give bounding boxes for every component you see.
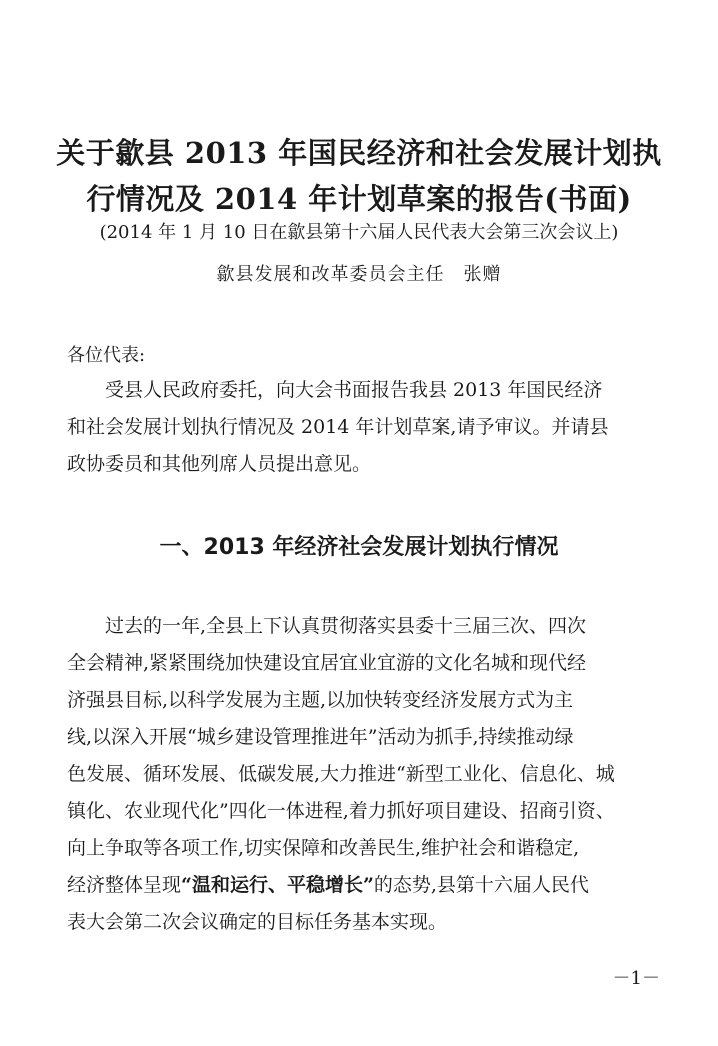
paragraph-line [67,867,652,904]
line-text-after: 的态势,县第十六届人民代 [373,874,589,896]
report-title [40,130,678,222]
paragraph-line: 向上争取等各项工作,切实保障和改善民生,维护社会和谐稳定, [67,837,580,859]
paragraph-line: 线,以深入开展“城乡建设管理推进年”活动为抓手,持续推动绿 [67,726,574,748]
body-paragraph [67,608,652,941]
emphasized-phrase: “温和运行、平稳增长” [181,874,374,896]
report-title-line-1: 关于歙县 2013 年国民经济和社会发展计划执 [56,136,662,170]
author-line: 歙县发展和改革委员会主任 张赠 [216,264,502,285]
line-text-before: 经济整体呈现 [67,874,182,896]
paragraph-line: 济强县目标,以科学发展为主题,以加快转变经济发展方式为主 [67,689,574,711]
paragraph-line: 政协委员和其他列席人员提出意见。 [67,453,372,475]
paragraph-line: 受县人民政府委托，向大会书面报告我县 2013 年国民经济 [105,379,603,401]
intro-paragraph [67,372,652,483]
paragraph-line: 色发展、循环发展、低碳发展,大力推进“新型工业化、信息化、城 [67,763,615,785]
report-title-line-2: 行情况及 2014 年计划草案的报告(书面) [86,182,632,216]
salutation: 各位代表: [67,345,146,366]
page-number: －1－ [612,968,660,989]
paragraph-line: 过去的一年,全县上下认真贯彻落实县委十三届三次、四次 [105,615,587,637]
paragraph-line: 全会精神,紧紧围绕加快建设宜居宜业宜游的文化名城和现代经 [67,652,587,674]
paragraph-line: 和社会发展计划执行情况及 2014 年计划草案,请予审议。并请县 [67,416,609,438]
section-heading: 一、2013 年经济社会发展计划执行情况 [159,535,559,560]
paragraph-line: 镇化、农业现代化”四化一体进程,着力抓好项目建设、招商引资、 [67,800,615,822]
paragraph-line: 表大会第二次会议确定的目标任务基本实现。 [67,911,448,933]
meeting-subtitle: (2014 年 1 月 10 日在歙县第十六届人民代表大会第三次会议上) [99,222,619,243]
